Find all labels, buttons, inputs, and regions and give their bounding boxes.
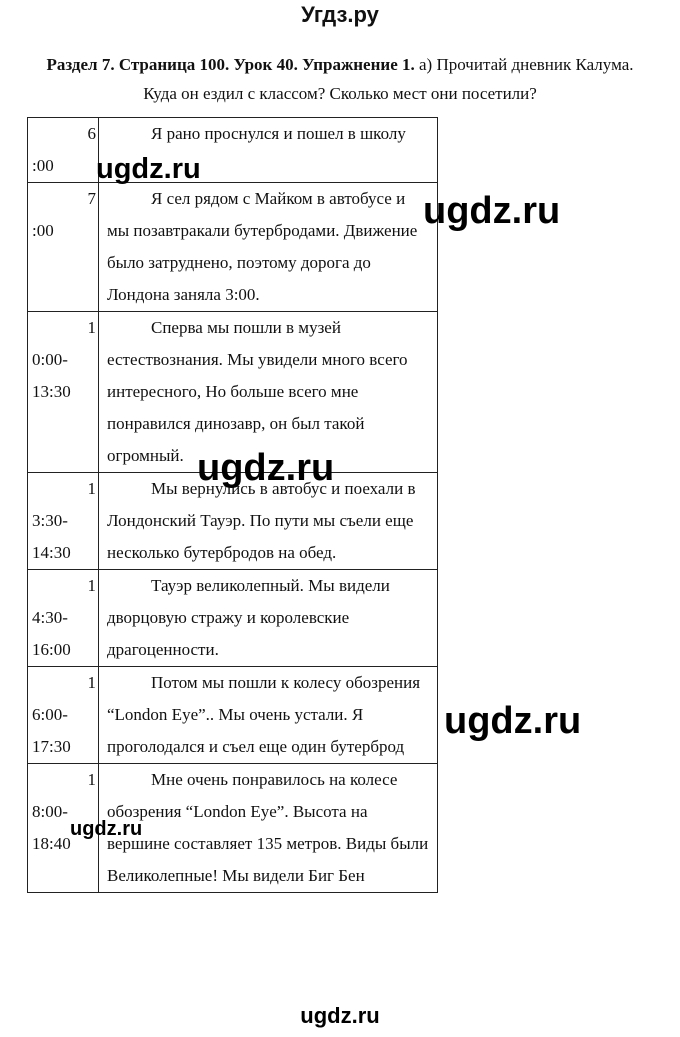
time-first: 7 xyxy=(87,189,96,208)
entry-text: Мы вернулись в автобус и поехали в Лондонский Тауэр. По пути мы съели еще несколько бутербродов на обед. xyxy=(107,479,416,562)
watermark: ugdz.ru xyxy=(423,190,561,232)
time-first: 1 xyxy=(87,770,96,789)
time-first: 6 xyxy=(87,124,96,143)
entry-text: Потом мы пошли к колесу обозрения “London Eye”.. Мы очень устали. Я проголодался и съел еще один бутерброд xyxy=(107,673,421,756)
exercise-task: а) Прочитай дневник Калума. Куда он ездил с классом? Сколько мест они посетили? xyxy=(143,55,634,103)
time-rest: 4:30-16:00 xyxy=(32,608,71,659)
time-rest: :00 xyxy=(32,221,54,240)
watermark: ugdz.ru xyxy=(70,818,143,840)
time-rest: 6:00-17:30 xyxy=(32,705,71,756)
entry-text: Мне очень понравилось на колесе обозрения “London Eye”. Высота на вершине составляет 135 метров. Виды были Великолепные! Мы видели Биг Бен xyxy=(107,770,429,885)
watermark: ugdz.ru xyxy=(197,447,335,489)
site-header: Угдз.ру xyxy=(301,2,379,27)
entry-cell xyxy=(99,667,438,764)
exercise-heading: Раздел 7. Страница 100. Урок 40. Упражнение 1. xyxy=(46,55,415,74)
time-rest: 8:00-18:40 xyxy=(32,802,71,853)
entry-cell xyxy=(99,764,438,893)
diary-row xyxy=(28,118,438,183)
diary-row xyxy=(28,667,438,764)
site-footer: ugdz.ru xyxy=(300,1003,380,1028)
entry-cell xyxy=(99,183,438,312)
diary-row xyxy=(28,570,438,667)
time-cell xyxy=(28,183,99,312)
time-cell xyxy=(28,473,99,570)
watermark: ugdz.ru xyxy=(96,153,201,185)
time-cell xyxy=(28,570,99,667)
time-first: 1 xyxy=(87,318,96,337)
entry-text: Сперва мы пошли в музей естествознания. Мы увидели много всего интересного, Но больше всего мне понравился динозавр, он был такой огромный. xyxy=(107,318,408,465)
exercise-intro xyxy=(30,50,650,108)
time-rest: 3:30-14:30 xyxy=(32,511,71,562)
time-cell xyxy=(28,118,99,183)
time-cell xyxy=(28,667,99,764)
time-first: 1 xyxy=(87,576,96,595)
time-cell xyxy=(28,312,99,473)
watermark: ugdz.ru xyxy=(444,700,582,742)
entry-cell xyxy=(99,570,438,667)
diary-table xyxy=(27,117,438,893)
entry-text: Тауэр великолепный. Мы видели дворцовую стражу и королевские драгоценности. xyxy=(107,576,390,659)
entry-text: Я рано проснулся и пошел в школу xyxy=(151,124,406,143)
time-rest: :00 xyxy=(32,156,54,175)
entry-text: Я сел рядом с Майком в автобусе и мы позавтракали бутербродами. Движение было затруднено, поэтому дорога до Лондона заняла 3:00. xyxy=(107,189,418,304)
diary-row xyxy=(28,183,438,312)
time-first: 1 xyxy=(87,673,96,692)
time-rest: 0:00-13:30 xyxy=(32,350,71,401)
time-first: 1 xyxy=(87,479,96,498)
